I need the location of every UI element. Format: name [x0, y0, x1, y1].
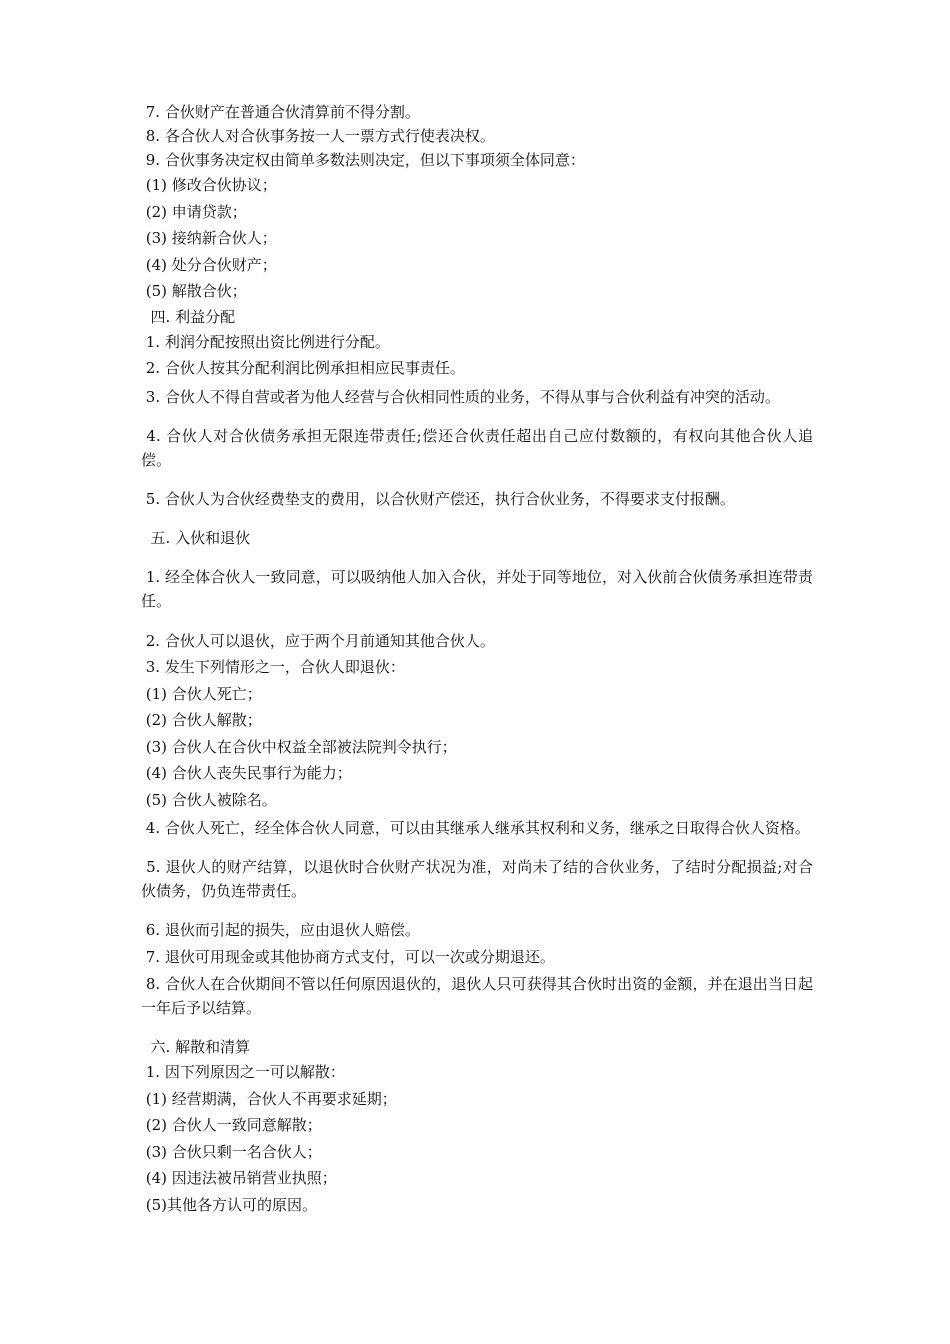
sub-item-6-1-2: (2) 合伙人一致同意解散；	[141, 1116, 322, 1134]
sub-item-5-3-2: (2) 合伙人解散；	[141, 711, 262, 729]
sub-item-5-3-4: (4) 合伙人丧失民事行为能力；	[141, 764, 352, 782]
sub-item-5-3-1: (1) 合伙人死亡；	[141, 684, 262, 703]
clause-5-2: 2. 合伙人可以退伙，应于两个月前通知其他合伙人。	[141, 631, 495, 650]
sub-item-6-1-3: (3) 合伙只剩一名合伙人；	[141, 1142, 322, 1161]
clause-4-3: 3. 合伙人不得自营或者为他人经营与合伙相同性质的业务，不得从事与合伙利益有冲突的活动。	[141, 387, 780, 406]
sub-item-6-1-5: (5)其他各方认可的原因。	[141, 1195, 318, 1214]
sub-item-3-9-4: (4) 处分合伙财产；	[141, 255, 277, 274]
clause-6-1: 1. 因下列原因之一可以解散：	[141, 1063, 345, 1081]
section-heading-6: 六. 解散和清算	[141, 1038, 251, 1056]
sub-item-3-9-5: (5) 解散合伙；	[141, 282, 247, 300]
clause-4-1: 1. 利润分配按照出资比例进行分配。	[141, 332, 390, 351]
sub-item-6-1-4: (4) 因违法被吊销营业执照；	[141, 1169, 337, 1187]
clause-5-3: 3. 发生下列情形之一，合伙人即退伙：	[141, 658, 405, 676]
sub-item-3-9-2: (2) 申请贷款；	[141, 202, 247, 221]
document-body	[141, 100, 813, 1218]
sub-item-3-9-3: (3) 接纳新合伙人；	[141, 229, 277, 247]
clause-5-1: 1. 经全体合伙人一致同意，可以吸纳他人加入合伙，并处于同等地位，对入伙前合伙债务承担连带责任。	[141, 567, 813, 610]
clause-5-6: 6. 退伙而引起的损失，应由退伙人赔偿。	[141, 921, 420, 939]
clause-4-4: 4. 合伙人对合伙债务承担无限连带责任;偿还合伙责任超出自己应付数额的，有权向其他合伙人追偿。	[141, 426, 813, 469]
clause-5-8: 8. 合伙人在合伙期间不管以任何原因退伙的，退伙人只可获得其合伙时出资的金额，并在退出当日起一年后予以结算。	[141, 975, 813, 1017]
sub-item-6-1-1: (1) 经营期满，合伙人不再要求延期；	[141, 1089, 397, 1108]
clause-3-8: 8. 各合伙人对合伙事务按一人一票方式行使表决权。	[141, 127, 495, 145]
sub-item-5-3-5: (5) 合伙人被除名。	[141, 790, 277, 809]
clause-4-2: 2. 合伙人按其分配利润比例承担相应民事责任。	[141, 359, 465, 377]
section-heading-4: 四. 利益分配	[141, 307, 236, 326]
section-heading-5: 五. 入伙和退伙	[141, 528, 251, 547]
clause-5-5: 5. 退伙人的财产结算，以退伙时合伙财产状况为准，对尚未了结的合伙业务，了结时分配损益;对合伙债务，仍负连带责任。	[141, 858, 813, 900]
clause-4-5: 5. 合伙人为合伙经费垫支的费用，以合伙财产偿还，执行合伙业务，不得要求支付报酬。	[141, 489, 735, 508]
clause-3-7: 7. 合伙财产在普通合伙清算前不得分割。	[141, 103, 420, 121]
clause-5-7: 7. 退伙可用现金或其他协商方式支付，可以一次或分期退还。	[141, 948, 555, 966]
sub-item-3-9-1: (1) 修改合伙协议；	[141, 176, 277, 194]
clause-5-4: 4. 合伙人死亡，经全体合伙人同意，可以由其继承人继承其权利和义务，继承之日取得合伙人资格。	[141, 819, 810, 837]
clause-3-9: 9. 合伙事务决定权由简单多数法则决定，但以下事项须全体同意：	[141, 151, 585, 169]
sub-item-5-3-3: (3) 合伙人在合伙中权益全部被法院判令执行；	[141, 737, 457, 756]
